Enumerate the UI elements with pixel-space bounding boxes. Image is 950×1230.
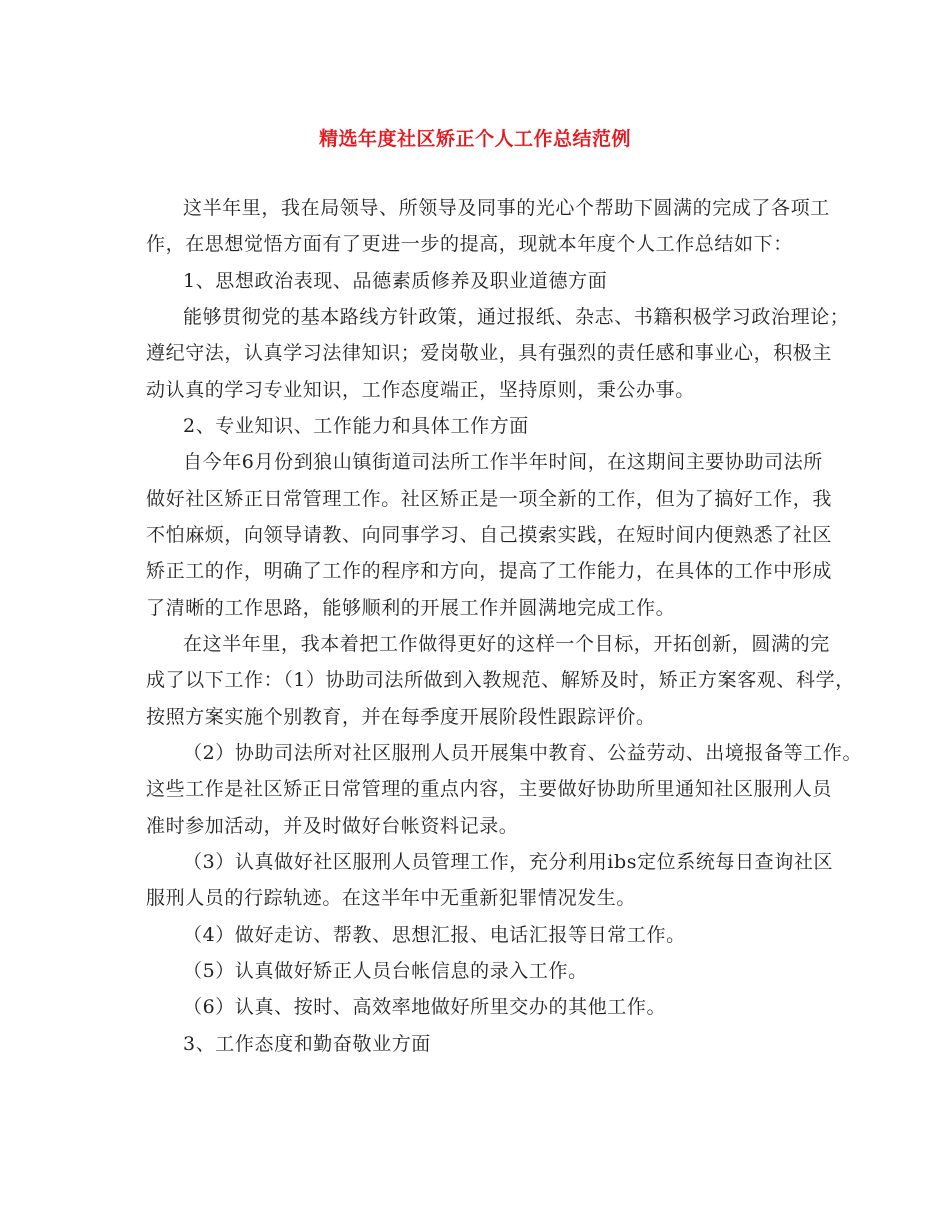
paragraph-line: 遵纪守法，认真学习法律知识；爱岗敬业，具有强烈的责任感和事业心，积极主 bbox=[146, 342, 833, 364]
section-heading: 2、专业知识、工作能力和具体工作方面 bbox=[183, 415, 529, 437]
paragraph-line: 准时参加活动，并及时做好台帐资料记录。 bbox=[146, 815, 519, 837]
paragraph-line: 矫正工的作，明确了工作的程序和方向，提高了工作能力，在具体的工作中形成 bbox=[146, 560, 833, 582]
paragraph-line: （5）认真做好矫正人员台帐信息的录入工作。 bbox=[183, 960, 588, 982]
paragraph-line: （4）做好走访、帮教、思想汇报、电话汇报等日常工作。 bbox=[183, 924, 686, 946]
paragraph-line: 这半年里，我在局领导、所领导及同事的光心个帮助下圆满的完成了各项工 bbox=[183, 197, 830, 219]
paragraph-line: （2）协助司法所对社区服刑人员开展集中教育、公益劳动、出境报备等工作。 bbox=[183, 742, 863, 764]
paragraph-line: （3）认真做好社区服刑人员管理工作，充分利用ibs定位系统每日查询社区 bbox=[183, 851, 834, 873]
document-title: 精选年度社区矫正个人工作总结范例 bbox=[318, 128, 631, 150]
paragraph-line: 服刑人员的行踪轨迹。在这半年中无重新犯罪情况发生。 bbox=[146, 887, 637, 909]
paragraph-line: 按照方案实施个别教育，并在每季度开展阶段性跟踪评价。 bbox=[146, 706, 656, 728]
paragraph-line: 做好社区矫正日常管理工作。社区矫正是一项全新的工作，但为了搞好工作，我 bbox=[146, 488, 833, 510]
paragraph-line: 了清晰的工作思路，能够顺利的开展工作并圆满地完成工作。 bbox=[146, 597, 676, 619]
paragraph-line: 自今年6月份到狼山镇街道司法所工作半年时间，在这期间主要协助司法所 bbox=[183, 451, 823, 473]
paragraph-line: （6）认真、按时、高效率地做好所里交办的其他工作。 bbox=[183, 996, 667, 1018]
paragraph-line: 成了以下工作：（1）协助司法所做到入教规范、解矫及时，矫正方案客观、科学， bbox=[146, 669, 855, 691]
section-heading: 3、工作态度和勤奋敬业方面 bbox=[183, 1033, 431, 1055]
section-heading: 1、思想政治表现、品德素质修养及职业道德方面 bbox=[183, 270, 608, 292]
paragraph-line: 不怕麻烦，向领导请教、向同事学习、自己摸索实践，在短时间内便熟悉了社区 bbox=[146, 524, 833, 546]
paragraph-line: 这些工作是社区矫正日常管理的重点内容，主要做好协助所里通知社区服刑人员 bbox=[146, 778, 833, 800]
paragraph-line: 作，在思想觉悟方面有了更进一步的提高，现就本年度个人工作总结如下： bbox=[146, 233, 793, 255]
paragraph-line: 能够贯彻党的基本路线方针政策，通过报纸、杂志、书籍积极学习政治理论； bbox=[183, 306, 850, 328]
paragraph-line: 在这半年里，我本着把工作做得更好的这样一个目标，开拓创新，圆满的完 bbox=[183, 633, 830, 655]
paragraph-line: 动认真的学习专业知识，工作态度端正，坚持原则，秉公办事。 bbox=[146, 379, 695, 401]
